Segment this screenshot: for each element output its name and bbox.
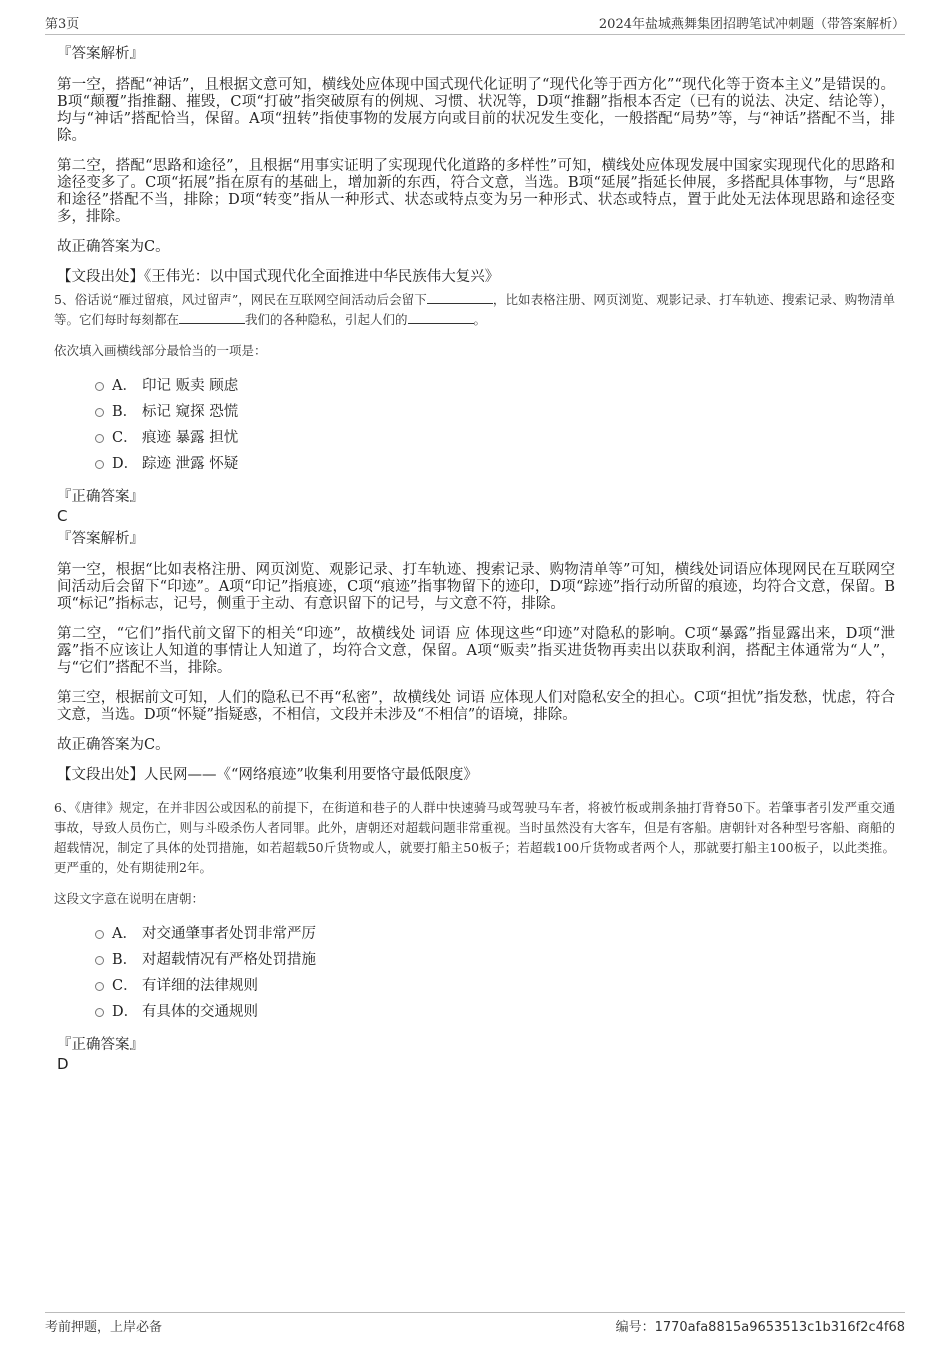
radio-icon[interactable] bbox=[95, 434, 104, 443]
radio-icon[interactable] bbox=[95, 930, 104, 939]
q4-analysis-conclusion: 故正确答案为C。 bbox=[57, 239, 170, 255]
radio-icon[interactable] bbox=[95, 460, 104, 469]
q5-answer: C bbox=[57, 507, 68, 525]
q6-option-b[interactable]: B． 对超载情况有严格处罚措施 bbox=[95, 947, 895, 973]
q5-blank-2 bbox=[179, 311, 245, 324]
footer-code: 1770afa8815a9653513c1b316f2c4f68 bbox=[654, 1320, 905, 1335]
q5-analysis-label: 『答案解析』 bbox=[57, 531, 144, 547]
q6-answer: D bbox=[57, 1055, 69, 1073]
radio-icon[interactable] bbox=[95, 956, 104, 965]
q6-prompt: 这段文字意在说明在唐朝： bbox=[54, 891, 205, 906]
q5-option-b[interactable]: B． 标记 窥探 恐慌 bbox=[95, 399, 895, 425]
radio-icon[interactable] bbox=[95, 382, 104, 391]
radio-icon[interactable] bbox=[95, 1008, 104, 1017]
q5-analysis-conclusion: 故正确答案为C。 bbox=[57, 737, 170, 753]
radio-icon[interactable] bbox=[95, 408, 104, 417]
q5-stem-part-3: 我们的各种隐私，引起人们的 bbox=[245, 312, 408, 327]
q5-analysis-para-2: 第二空，“它们”指代前文留下的相关“印迹”，故横线处 词语 应 体现这些“印迹”对隐私的影响。C项“暴露”指显露出来，D项“泄露”指不应该让人知道的事情让人知道了，均符合文意，保留。A项“贩卖”指买进货物再卖出以获取利润，搭配主体通常为“人”，与“它们”搭配不当，排除。 bbox=[57, 626, 895, 676]
q4-analysis-para-1: 第一空，搭配“神话”，且根据文意可知，横线处应体现中国式现代化证明了“现代化等于西方化”“现代化等于资本主义”是错误的。B项“颠覆”指推翻、摧毁，C项“打破”指突破原有的例规、习惯、状况等，D项“推翻”指根本否定（已有的说法、决定、结论等），均与“神话”搭配恰当，保留。A项“扭转”指使事物的发展方向或目前的状况发生变化，一般搭配“局势”等，与“神话”搭配不当，排除。 bbox=[57, 77, 895, 144]
q6-stem: 6、《唐律》规定，在并非因公或因私的前提下，在街道和巷子的人群中快速骑马或驾驶马车者，将被竹板或荆条抽打背脊50下。若肇事者引发严重交通事故，导致人员伤亡，则与斗殴杀伤人者同罪。此外，唐朝还对超载问题非常重视。当时虽然没有大客车，但是有客船。唐朝针对各种型号客船、商船的超载情况，制定了具体的处罚措施，如若超载50斤货物或人，就要打船主50板子；若超载100斤货物或者两个人，那就要打船主100板子，以此类推。更严重的，处有期徒刑2年。 bbox=[54, 800, 895, 875]
q5-blank-1 bbox=[427, 291, 493, 304]
q6-options bbox=[95, 921, 895, 1025]
q5-prompt: 依次填入画横线部分最恰当的一项是： bbox=[54, 343, 267, 358]
q5-option-c[interactable]: C． 痕迹 暴露 担忧 bbox=[95, 425, 895, 451]
q5-analysis-para-1: 第一空，根据“比如表格注册、网页浏览、观影记录、打车轨迹、搜索记录、购物清单等”可知，横线处词语应体现网民在互联网空间活动后会留下“印迹”。A项“印记”指痕迹，C项“痕迹”指事物留下的迹印，D项“踪迹”指行动所留的痕迹，均符合文意，保留。B项“标记”指标志，记号，侧重于主动、有意识留下的记号，与文意不符，排除。 bbox=[57, 562, 895, 612]
q5-stem-part-2: ，比如表格注册、网页浏览、观影记录、打车轨迹、搜索记录、购物清单等。它们每时每刻都在 bbox=[54, 292, 895, 327]
page-header bbox=[45, 12, 905, 35]
q4-analysis-para-2: 第二空，搭配“思路和途径”，且根据“用事实证明了实现现代化道路的多样性”可知，横线处应体现发展中国家实现现代化的思路和途径变多了。C项“拓展”指在原有的基础上，增加新的东西，符合文意，当选。B项“延展”指延长伸展，多搭配具体事物，与“思路和途径”搭配不当，排除；D项“转变”指从一种形式、状态或特点变为另一种形式、状态或特点，置于此处无法体现思路和途径变多，排除。 bbox=[57, 158, 895, 225]
q6-option-a[interactable]: A． 对交通肇事者处罚非常严厉 bbox=[95, 921, 895, 947]
footer-slogan: 考前押题，上岸必备 bbox=[45, 1320, 163, 1335]
q5-stem-part-4: 。 bbox=[473, 312, 487, 327]
footer-code-wrap bbox=[616, 1316, 905, 1335]
q6-option-d[interactable]: D． 有具体的交通规则 bbox=[95, 999, 895, 1025]
q6-answer-label: 『正确答案』 bbox=[57, 1037, 144, 1053]
radio-icon[interactable] bbox=[95, 982, 104, 991]
document-title: 2024年盐城燕舞集团招聘笔试冲刺题（带答案解析） bbox=[598, 17, 905, 32]
page-footer bbox=[45, 1312, 905, 1336]
page-number: 第3页 bbox=[45, 17, 80, 32]
q4-analysis-label: 『答案解析』 bbox=[57, 46, 144, 62]
q6-option-c[interactable]: C． 有详细的法律规则 bbox=[95, 973, 895, 999]
q5-analysis-para-3: 第三空，根据前文可知，人们的隐私已不再“私密”，故横线处 词语 应体现人们对隐私安全的担心。C项“担忧”指发愁，忧虑，符合文意，当选。D项“怀疑”指疑惑，不相信，文段并未涉及“不相信”的语境，排除。 bbox=[57, 690, 895, 723]
page-content bbox=[54, 40, 895, 1079]
q5-blank-3 bbox=[408, 311, 474, 324]
q5-options bbox=[95, 373, 895, 477]
q5-option-a[interactable]: A． 印记 贩卖 顾虑 bbox=[95, 373, 895, 399]
q5-stem-part-1: 5、俗话说“雁过留痕，风过留声”，网民在互联网空间活动后会留下 bbox=[54, 292, 427, 307]
q5-source: 【文段出处】人民网——《“网络痕迹”收集利用要恪守最低限度》 bbox=[57, 767, 478, 783]
q5-option-d[interactable]: D． 踪迹 泄露 怀疑 bbox=[95, 451, 895, 477]
q4-source: 【文段出处】《王伟光：以中国式现代化全面推进中华民族伟大复兴》 bbox=[57, 269, 500, 285]
q5-answer-label: 『正确答案』 bbox=[57, 489, 144, 505]
q5-stem bbox=[54, 290, 895, 330]
footer-code-label: 编号： bbox=[615, 1320, 655, 1335]
